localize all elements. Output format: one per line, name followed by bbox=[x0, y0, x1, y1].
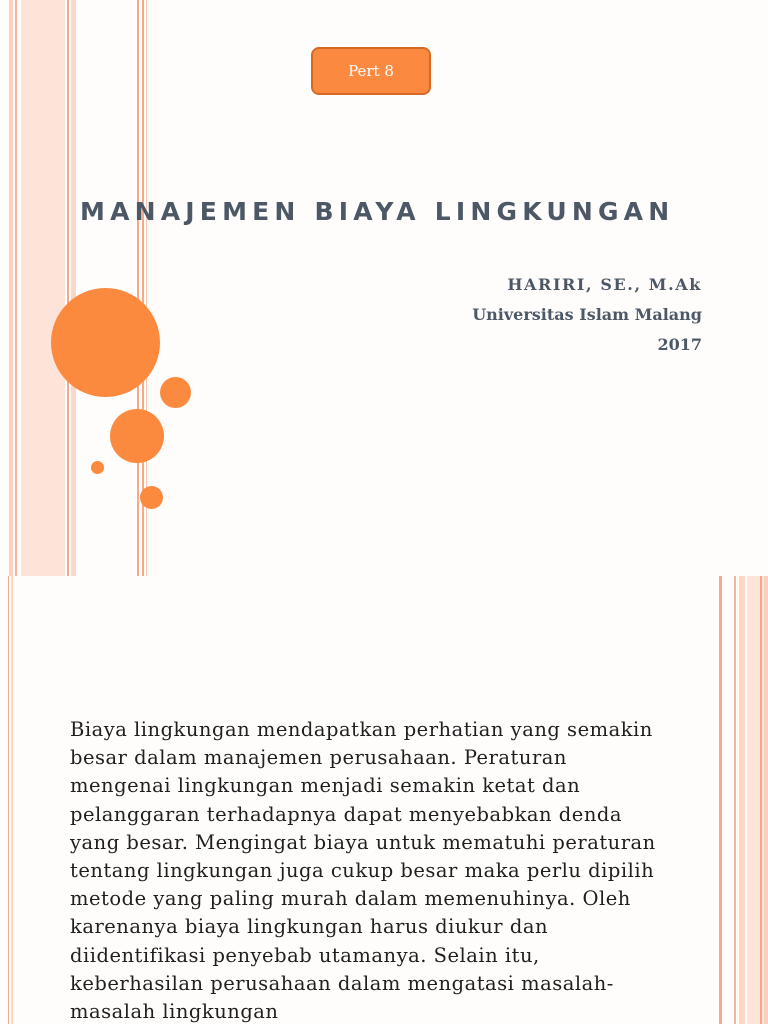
slide-title: MANAJEMEN BIAYA LINGKUNGAN bbox=[80, 197, 675, 226]
decorative-circle bbox=[140, 486, 163, 509]
decorative-stripe bbox=[137, 0, 139, 576]
decorative-stripe bbox=[9, 0, 13, 576]
decorative-stripe bbox=[719, 576, 722, 1024]
decorative-stripe bbox=[734, 576, 736, 1024]
institution-name: Universitas Islam Malang bbox=[472, 305, 702, 324]
decorative-stripe bbox=[21, 0, 65, 576]
content-slide bbox=[0, 576, 768, 1024]
decorative-circle bbox=[91, 461, 104, 474]
decorative-stripe bbox=[8, 576, 9, 1024]
body-paragraph: Biaya lingkungan mendapatkan perhatian yang semakin besar dalam manajemen perusahaan. Peraturan mengenai lingkungan menjadi semakin ketat dan pelanggaran terhadapnya dapat menyebabkan denda yang besar. Mengingat biaya untuk mematuhi peraturan tentang lingkungan juga cukup besar maka perlu dipilih metode yang paling murah dalam memenuhinya. Oleh karenanya biaya lingkungan harus diukur dan diidentifikasi penyebab utamanya. Selain itu, keberhasilan perusahaan dalam mengatasi masalah-masalah lingkungan bbox=[70, 718, 656, 1024]
decorative-circle bbox=[51, 288, 160, 397]
decorative-stripe bbox=[67, 0, 69, 576]
decorative-circle bbox=[110, 409, 164, 463]
author-name: HARIRI, SE., M.Ak bbox=[507, 275, 702, 294]
decorative-stripe bbox=[764, 576, 768, 1024]
year-label: 2017 bbox=[657, 335, 702, 354]
decorative-stripe bbox=[11, 576, 13, 1024]
decorative-stripe bbox=[739, 576, 745, 1024]
decorative-stripe bbox=[71, 0, 76, 576]
decorative-stripe bbox=[760, 576, 762, 1024]
slide-subtitle bbox=[382, 272, 702, 358]
decorative-circle bbox=[160, 377, 191, 408]
decorative-stripe bbox=[15, 0, 17, 576]
session-badge: Pert 8 bbox=[311, 47, 431, 95]
